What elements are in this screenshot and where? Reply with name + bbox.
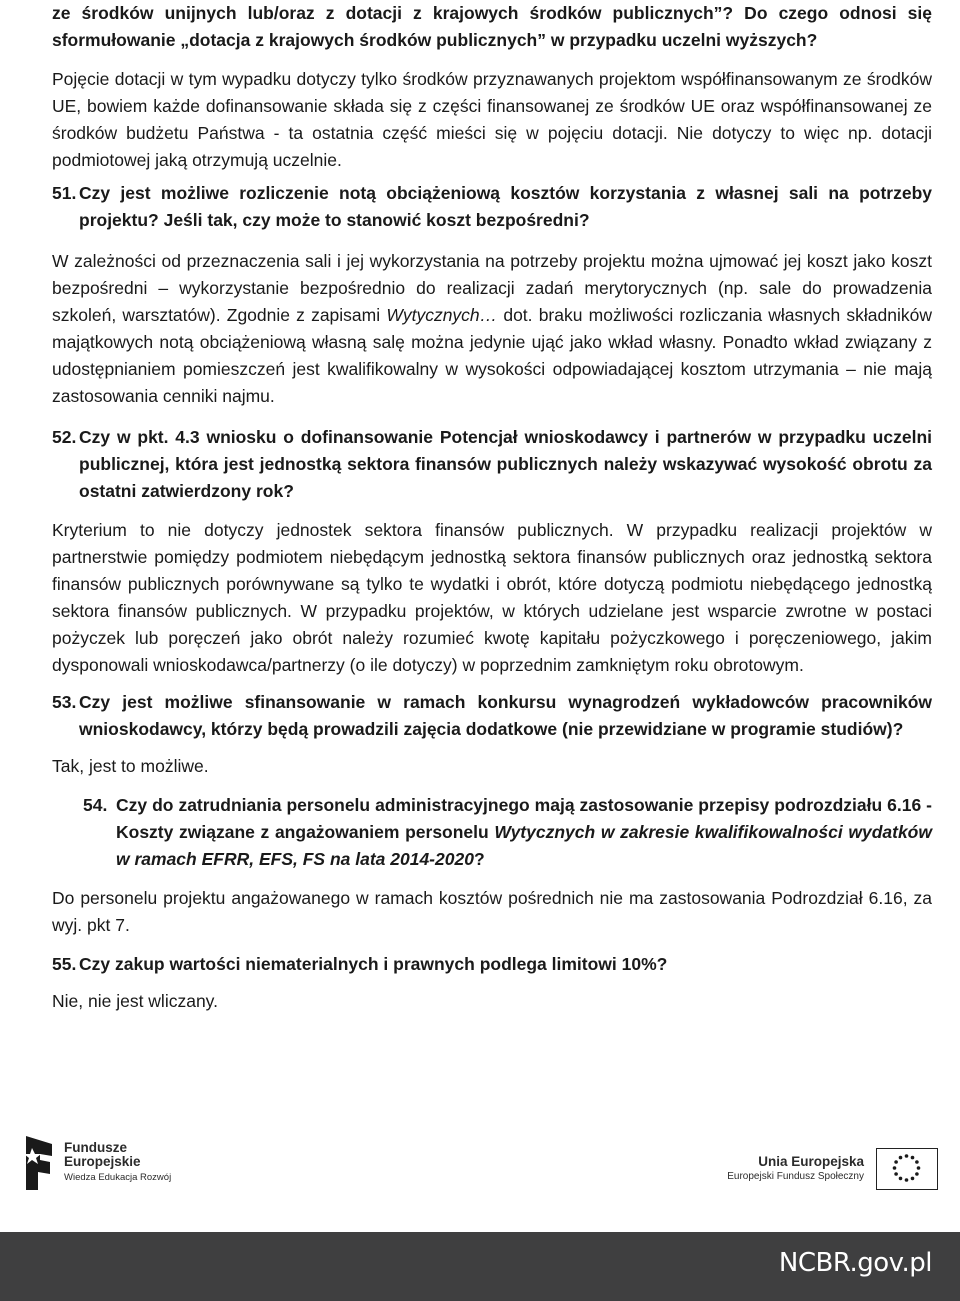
footer-logos — [0, 1130, 960, 1200]
question-54-italic: Wytycznych w zakresie kwalifikowalności wydatków w ramach EFRR, EFS, FS na lata 2014-2020 — [116, 822, 932, 869]
ue-line-2: Europejski Fundusz Społeczny — [727, 1171, 864, 1182]
answer-51-italic: Wytycznych… — [386, 305, 498, 325]
question-text — [116, 792, 932, 873]
answer-53: Tak, jest to możliwe. — [52, 756, 209, 776]
site-link[interactable]: NCBR.gov.pl — [778, 1248, 932, 1278]
intro-question-tail: ze środków unijnych lub/oraz z dotacji z krajowych środków publicznych”? Do czego odnosi się sformułowanie „dotacja z krajowych środków publicznych” w przypadku uczelni wyższych? — [52, 3, 932, 50]
fe-line-1: Fundusze — [64, 1140, 127, 1155]
fundusze-europejskie-icon — [22, 1134, 56, 1192]
question-54 — [83, 792, 932, 873]
unia-europejska-logo — [727, 1148, 938, 1190]
answer-51 — [52, 248, 932, 410]
question-number: 52. — [52, 427, 77, 447]
document-body — [52, 0, 932, 1015]
question-text: Czy zakup wartości niematerialnych i prawnych podlega limitowi 10%? — [79, 954, 668, 974]
question-55 — [52, 951, 932, 978]
intro-answer: Pojęcie dotacji w tym wypadku dotyczy tylko środków przyznawanych projektom współfinansowanym ze środków UE, bowiem każde dofinansowanie składa się z części finansowanej ze środków UE oraz współfinansowanej ze środków budżetu Państwa - ta ostatnia część mieści się w pojęciu dotacji. Nie dotyczy to więc np. dotacji podmiotowej jaką otrzymują uczelnie. — [52, 69, 932, 170]
question-text: Czy jest możliwe rozliczenie notą obciążeniową kosztów korzystania z własnej sali na potrzeby projektu? Jeśli tak, czy może to stanowić koszt bezpośredni? — [79, 183, 932, 230]
question-number: 51. — [52, 183, 77, 203]
answer-55: Nie, nie jest wliczany. — [52, 991, 218, 1011]
eu-flag-icon — [876, 1148, 938, 1190]
answer-52: Kryterium to nie dotyczy jednostek sektora finansów publicznych. W przypadku realizacji projektów w partnerstwie pomiędzy podmiotem niebędącym jednostką sektora finansów publicznych oraz jednostką sektora finansów publicznych porównywane są tylko te wydatki i obrót, które dotyczą podmiotu niebędącego jednostką sektora finansów publicznych. W przypadku projektów, w których udzielane jest wsparcie zwrotne w postaci pożyczek lub poręczeń jako obrót należy rozumieć kwotę kapitału pożyczkowego i poręczeniowego, jakim dysponowali wnioskodawca/partnerzy (o ile dotyczy) w poprzednim zamkniętym roku obrotowym. — [52, 520, 932, 675]
answer-51-part-b: dot. braku możliwości rozliczania własnych składników majątkowych notą obciążeniową własną salę można jedynie ująć jako wkład własny. Ponadto wkład związany z udostępnianiem pomieszczeń jest kwalifikowalny w wysokości odpowiadającej kosztom utrzymania – nie mają zastosowania cenniki najmu. — [52, 305, 932, 406]
question-text: Czy w pkt. 4.3 wniosku o dofinansowanie Potencjał wnioskodawcy i partnerów w przypadku uczelni publicznej, która jest jednostką sektora finansów publicznych należy wskazywać wysokość obrotu za ostatni zatwierdzony rok? — [79, 427, 932, 501]
fe-line-2: Europejskie — [64, 1154, 141, 1169]
footer-bar — [0, 1232, 960, 1301]
question-number: 55. — [52, 954, 77, 974]
question-number: 54. — [83, 795, 108, 815]
ue-text — [727, 1154, 864, 1184]
question-54-part-b: ? — [473, 849, 485, 869]
fe-text — [64, 1141, 171, 1185]
question-52 — [52, 424, 932, 505]
question-51 — [52, 180, 932, 234]
question-text: Czy jest możliwe sfinansowanie w ramach konkursu wynagrodzeń wykładowców pracowników wnioskodawcy, którzy będą prowadzili zajęcia dodatkowe (nie przewidziane w programie studiów)? — [79, 692, 932, 739]
answer-51-part-a: W zależności od przeznaczenia sali i jej wykorzystania na potrzeby projektu można ujmować jej koszt jako koszt bezpośredni – wykorzystanie bezpośrednio do realizacji zadań merytorycznych (np. sale do prowadzenia szkoleń, warsztatów). Zgodnie z zapisami — [52, 251, 932, 325]
question-number: 53. — [52, 692, 77, 712]
answer-54: Do personelu projektu angażowanego w ramach kosztów pośrednich nie ma zastosowania Podrozdział 6.16, za wyj. pkt 7. — [52, 888, 932, 935]
fe-line-3: Wiedza Edukacja Rozwój — [64, 1172, 172, 1183]
fundusze-europejskie-logo — [22, 1134, 171, 1192]
question-53 — [52, 689, 932, 743]
question-54-part-a: Czy do zatrudniania personelu administracyjnego mają zastosowanie przepisy podrozdziału 6.16 - Koszty związane z angażowaniem personelu — [116, 795, 932, 842]
ue-line-1: Unia Europejska — [758, 1154, 864, 1169]
